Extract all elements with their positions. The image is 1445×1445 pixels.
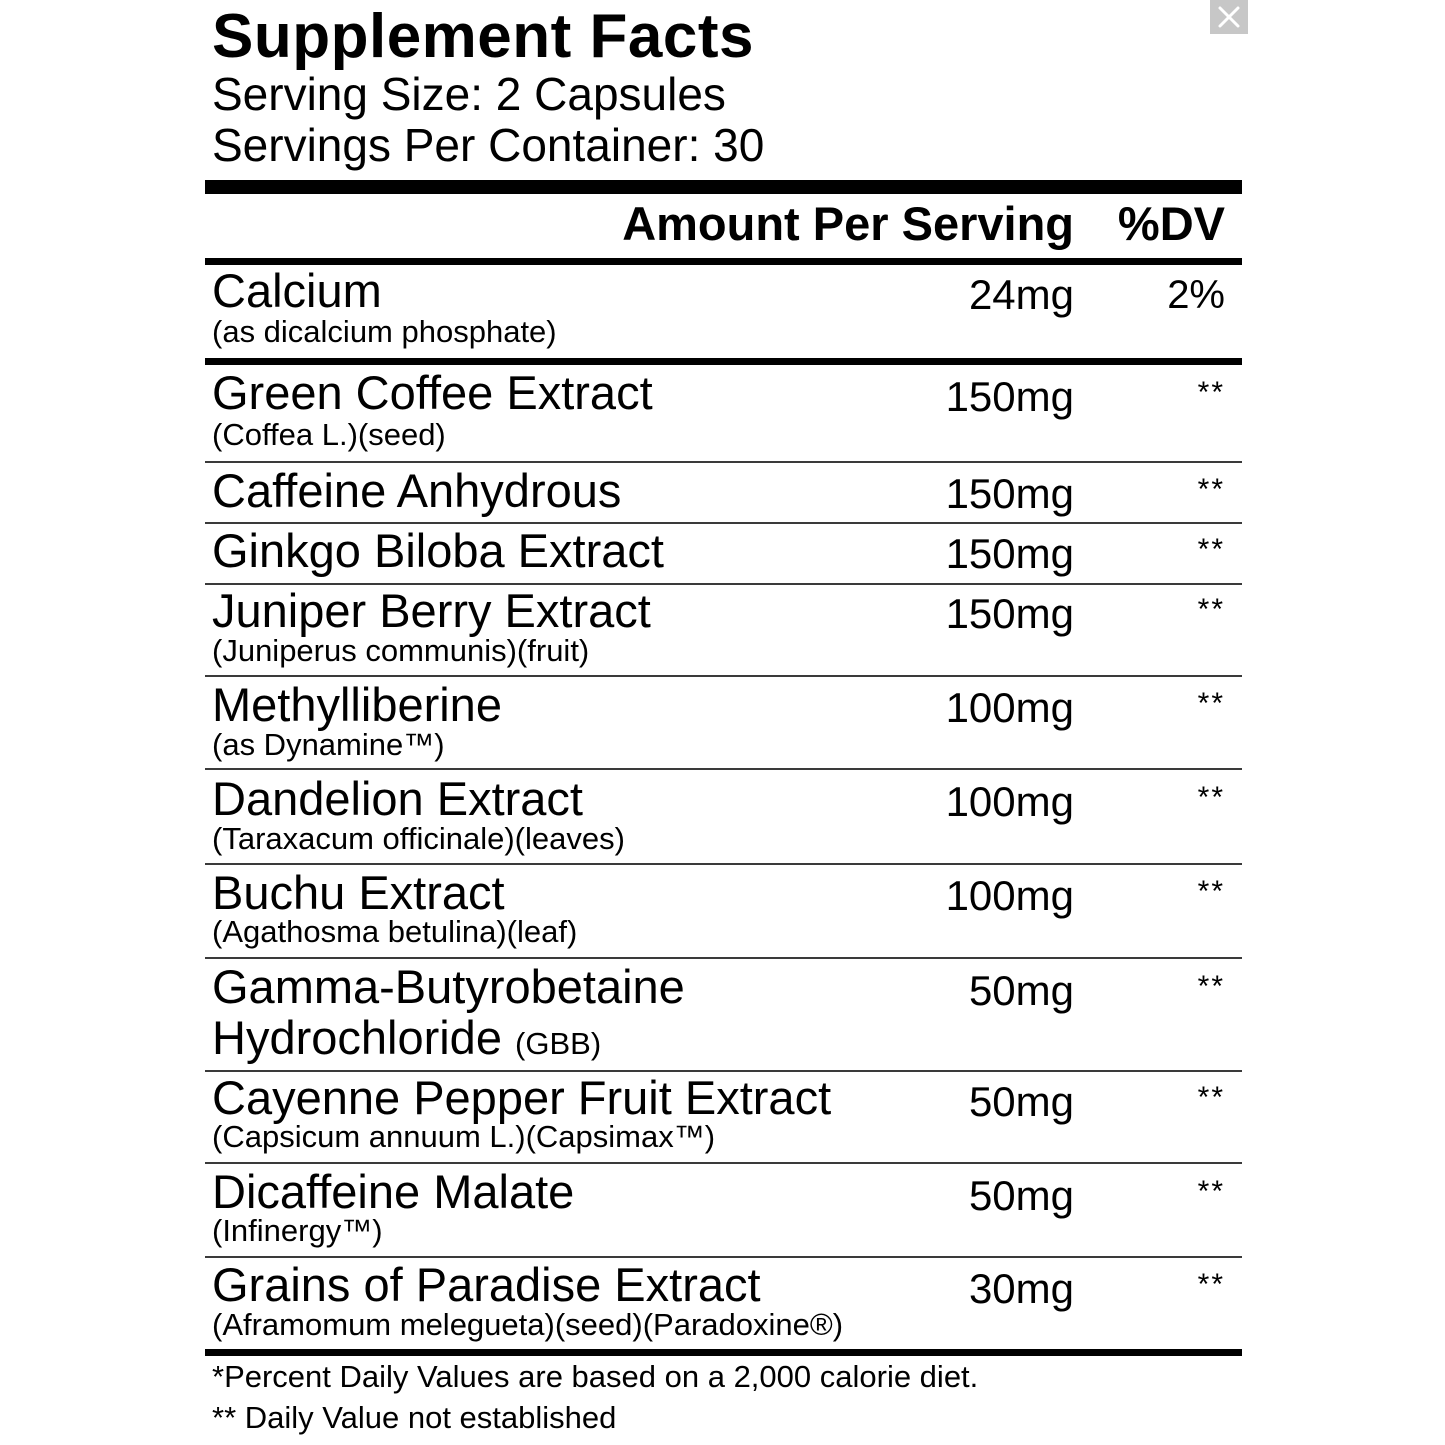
ingredient-name: Green Coffee Extract — [212, 366, 653, 419]
divider-row — [205, 957, 1242, 959]
ingredient-detail: (Taraxacum officinale)(leaves) — [212, 821, 625, 856]
divider-row — [205, 768, 1242, 770]
divider-row — [205, 461, 1242, 463]
divider-footer — [205, 1349, 1242, 1356]
ingredient-detail: (as Dynamine™) — [212, 727, 445, 762]
ingredient-dv: ** — [1197, 687, 1225, 720]
servings-per-container: Servings Per Container: 30 — [212, 119, 765, 171]
ingredient-detail: (Aframomum melegueta)(seed)(Paradoxine®) — [212, 1307, 844, 1342]
ingredient-dv: ** — [1197, 875, 1225, 908]
ingredient-dv: ** — [1197, 970, 1225, 1003]
ingredient-name: Calcium — [212, 264, 382, 317]
ingredient-detail: (as dicalcium phosphate) — [212, 314, 557, 349]
ingredient-amount: 24mg — [968, 271, 1074, 318]
ingredient-name: Ginkgo Biloba Extract — [212, 524, 664, 577]
ingredient-amount: 150mg — [945, 373, 1074, 420]
ingredient-detail: (Coffea L.)(seed) — [212, 417, 446, 452]
ingredient-detail: (Agathosma betulina)(leaf) — [212, 914, 578, 949]
ingredient-name: Methylliberine — [212, 678, 502, 731]
ingredient-name: Dicaffeine Malate — [212, 1165, 575, 1218]
footnote-percent-dv: *Percent Daily Values are based on a 2,000 calorie diet. — [212, 1359, 979, 1394]
ingredient-dv: ** — [1197, 1268, 1225, 1301]
header-daily-value: %DV — [1117, 197, 1225, 250]
divider-thick — [205, 180, 1242, 194]
ingredient-name: Caffeine Anhydrous — [212, 464, 622, 517]
divider-row — [205, 675, 1242, 677]
header-amount-per-serving: Amount Per Serving — [622, 197, 1074, 250]
ingredient-name: Cayenne Pepper Fruit Extract — [212, 1071, 832, 1124]
ingredient-amount: 50mg — [968, 1172, 1074, 1219]
footnote-not-established: ** Daily Value not established — [212, 1400, 617, 1435]
ingredient-dv: ** — [1197, 473, 1225, 506]
ingredient-dv: ** — [1197, 781, 1225, 814]
ingredient-detail: (Juniperus communis)(fruit) — [212, 633, 590, 668]
ingredient-name: Gamma-Butyrobetaine — [212, 960, 685, 1013]
ingredient-detail: (Capsicum annuum L.)(Capsimax™) — [212, 1119, 716, 1154]
divider-row — [205, 1162, 1242, 1164]
ingredient-name: Dandelion Extract — [212, 772, 583, 825]
ingredient-dv: ** — [1197, 1175, 1225, 1208]
close-button[interactable] — [1210, 0, 1248, 34]
ingredient-amount: 150mg — [945, 530, 1074, 577]
ingredient-dv: ** — [1197, 1081, 1225, 1114]
ingredient-amount: 50mg — [968, 967, 1074, 1014]
ingredient-inline-detail: (GBB) — [515, 1026, 602, 1061]
ingredient-amount: 100mg — [945, 778, 1074, 825]
serving-size: Serving Size: 2 Capsules — [212, 68, 726, 120]
ingredient-amount: 150mg — [945, 590, 1074, 637]
ingredient-amount: 30mg — [968, 1265, 1074, 1312]
panel-title: Supplement Facts — [212, 2, 754, 71]
ingredient-name-continued: Hydrochloride — [212, 1011, 502, 1064]
ingredient-dv: 2% — [1167, 273, 1225, 317]
divider-row — [205, 863, 1242, 865]
divider-after-calcium — [205, 358, 1242, 365]
ingredient-dv: ** — [1197, 593, 1225, 626]
ingredient-dv: ** — [1197, 376, 1225, 409]
close-icon — [1217, 5, 1241, 29]
ingredient-dv: ** — [1197, 533, 1225, 566]
ingredient-name: Buchu Extract — [212, 866, 505, 919]
ingredient-amount: 50mg — [968, 1078, 1074, 1125]
ingredient-name-line2 — [212, 1012, 601, 1070]
ingredient-name: Juniper Berry Extract — [212, 584, 651, 637]
ingredient-name: Grains of Paradise Extract — [212, 1258, 761, 1311]
ingredient-amount: 150mg — [945, 470, 1074, 517]
ingredient-detail: (Infinergy™) — [212, 1213, 383, 1248]
ingredient-amount: 100mg — [945, 872, 1074, 919]
ingredient-amount: 100mg — [945, 684, 1074, 731]
